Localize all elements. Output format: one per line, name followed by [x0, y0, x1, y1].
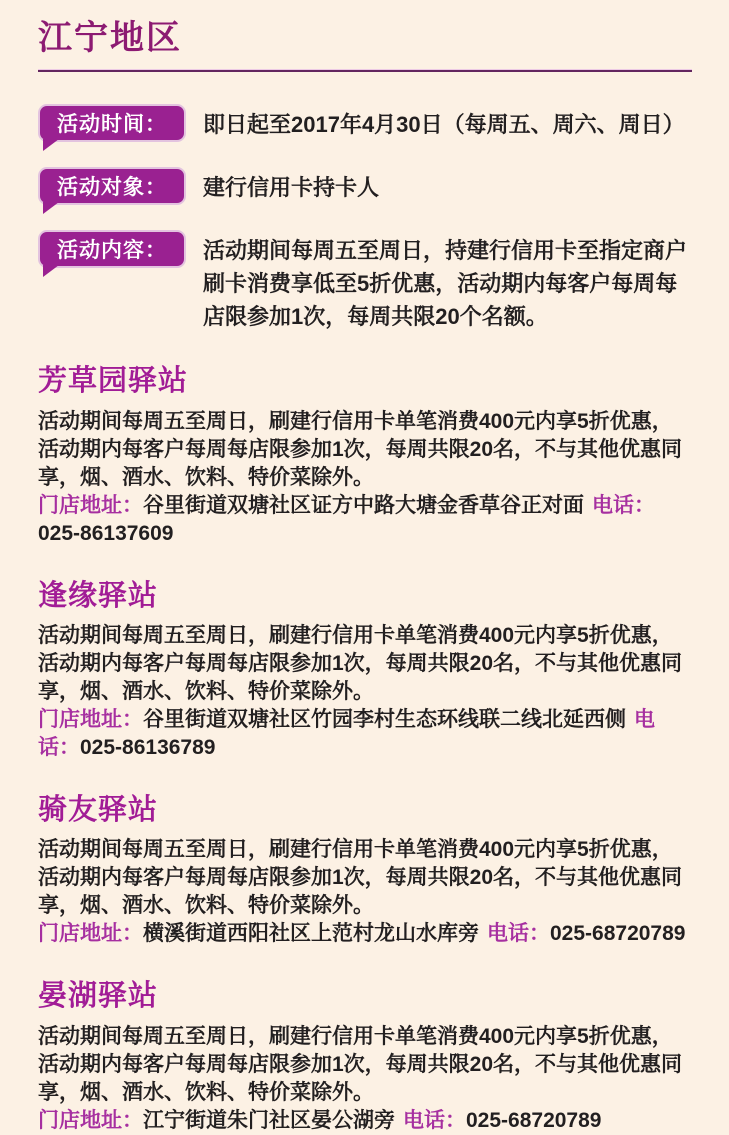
address-label: 门店地址：: [38, 1108, 143, 1132]
store-address-line: [38, 706, 692, 762]
activity-time-value: 即日起至2017年4月30日（每周五、周六、周日）: [203, 112, 685, 138]
activity-content-badge: [38, 230, 186, 268]
store-address: 横溪街道西阳社区上范村龙山水库旁: [143, 922, 479, 946]
store-phone: 025-86137609: [38, 521, 174, 545]
activity-target-value: 建行信用卡持卡人: [203, 175, 380, 201]
activity-content-value: 活动期间每周五至周日，持建行信用卡至指定商户刷卡消费享低至5折优惠，活动期内每客户每周每店限参加1次，每周共限20个名额。: [203, 238, 688, 330]
activity-content-badge-label: 活动内容：: [57, 239, 167, 263]
store-description: 活动期间每周五至周日，刷建行信用卡单笔消费400元内享5折优惠，活动期内每客户每周每店限参加1次，每周共限20名，不与其他优惠同享，烟、酒水、饮料、特价菜除外。: [38, 624, 683, 704]
page-title: 江宁地区: [38, 19, 182, 57]
store-description: 活动期间每周五至周日，刷建行信用卡单笔消费400元内享5折优惠，活动期内每客户每周每店限参加1次，每周共限20名，不与其他优惠同享，烟、酒水、饮料、特价菜除外。: [38, 409, 683, 489]
phone-label: 电话：: [403, 1108, 466, 1132]
store-section-fangcaoyuan: [38, 365, 692, 547]
store-name: 晏湖驿站: [38, 980, 159, 1013]
info-row-target: [38, 167, 692, 205]
store-address-line: [38, 1107, 692, 1135]
address-label: 门店地址：: [38, 922, 143, 946]
phone-label: 电话：: [487, 922, 550, 946]
store-address-line: [38, 492, 692, 548]
address-label: 门店地址：: [38, 708, 143, 732]
store-section-yanhu: [38, 980, 692, 1134]
store-name: 骑友驿站: [38, 794, 159, 827]
store-address: 江宁街道朱门社区晏公湖旁: [143, 1108, 395, 1132]
store-phone: 025-86136789: [80, 736, 216, 760]
info-row-content: [38, 230, 692, 333]
activity-target-badge-label: 活动对象：: [57, 176, 167, 200]
store-name: 芳草园驿站: [38, 365, 189, 398]
activity-time-badge-label: 活动时间：: [57, 113, 167, 137]
title-divider: [38, 70, 692, 72]
address-label: 门店地址：: [38, 493, 143, 517]
store-description: 活动期间每周五至周日，刷建行信用卡单笔消费400元内享5折优惠，活动期内每客户每周每店限参加1次，每周共限20名，不与其他优惠同享，烟、酒水、饮料、特价菜除外。: [38, 838, 683, 918]
store-address: 谷里街道双塘社区证方中路大塘金香草谷正对面: [143, 493, 584, 517]
phone-label: 电话：: [38, 708, 655, 760]
info-row-time: [38, 104, 692, 142]
store-name: 逢缘驿站: [38, 579, 159, 612]
store-description: 活动期间每周五至周日，刷建行信用卡单笔消费400元内享5折优惠，活动期内每客户每周每店限参加1次，每周共限20名，不与其他优惠同享，烟、酒水、饮料、特价菜除外。: [38, 1024, 683, 1104]
store-phone: 025-68720789: [550, 922, 686, 946]
activity-info-block: [38, 104, 692, 333]
activity-time-badge: [38, 104, 186, 142]
activity-target-badge: [38, 167, 186, 205]
store-section-qiyou: [38, 794, 692, 948]
store-phone: 025-68720789: [466, 1108, 602, 1132]
store-address: 谷里街道双塘社区竹园李村生态环线联二线北延西侧: [143, 708, 626, 732]
store-section-fengyuan: [38, 580, 692, 762]
phone-label: 电话：: [592, 493, 655, 517]
store-address-line: [38, 920, 692, 948]
